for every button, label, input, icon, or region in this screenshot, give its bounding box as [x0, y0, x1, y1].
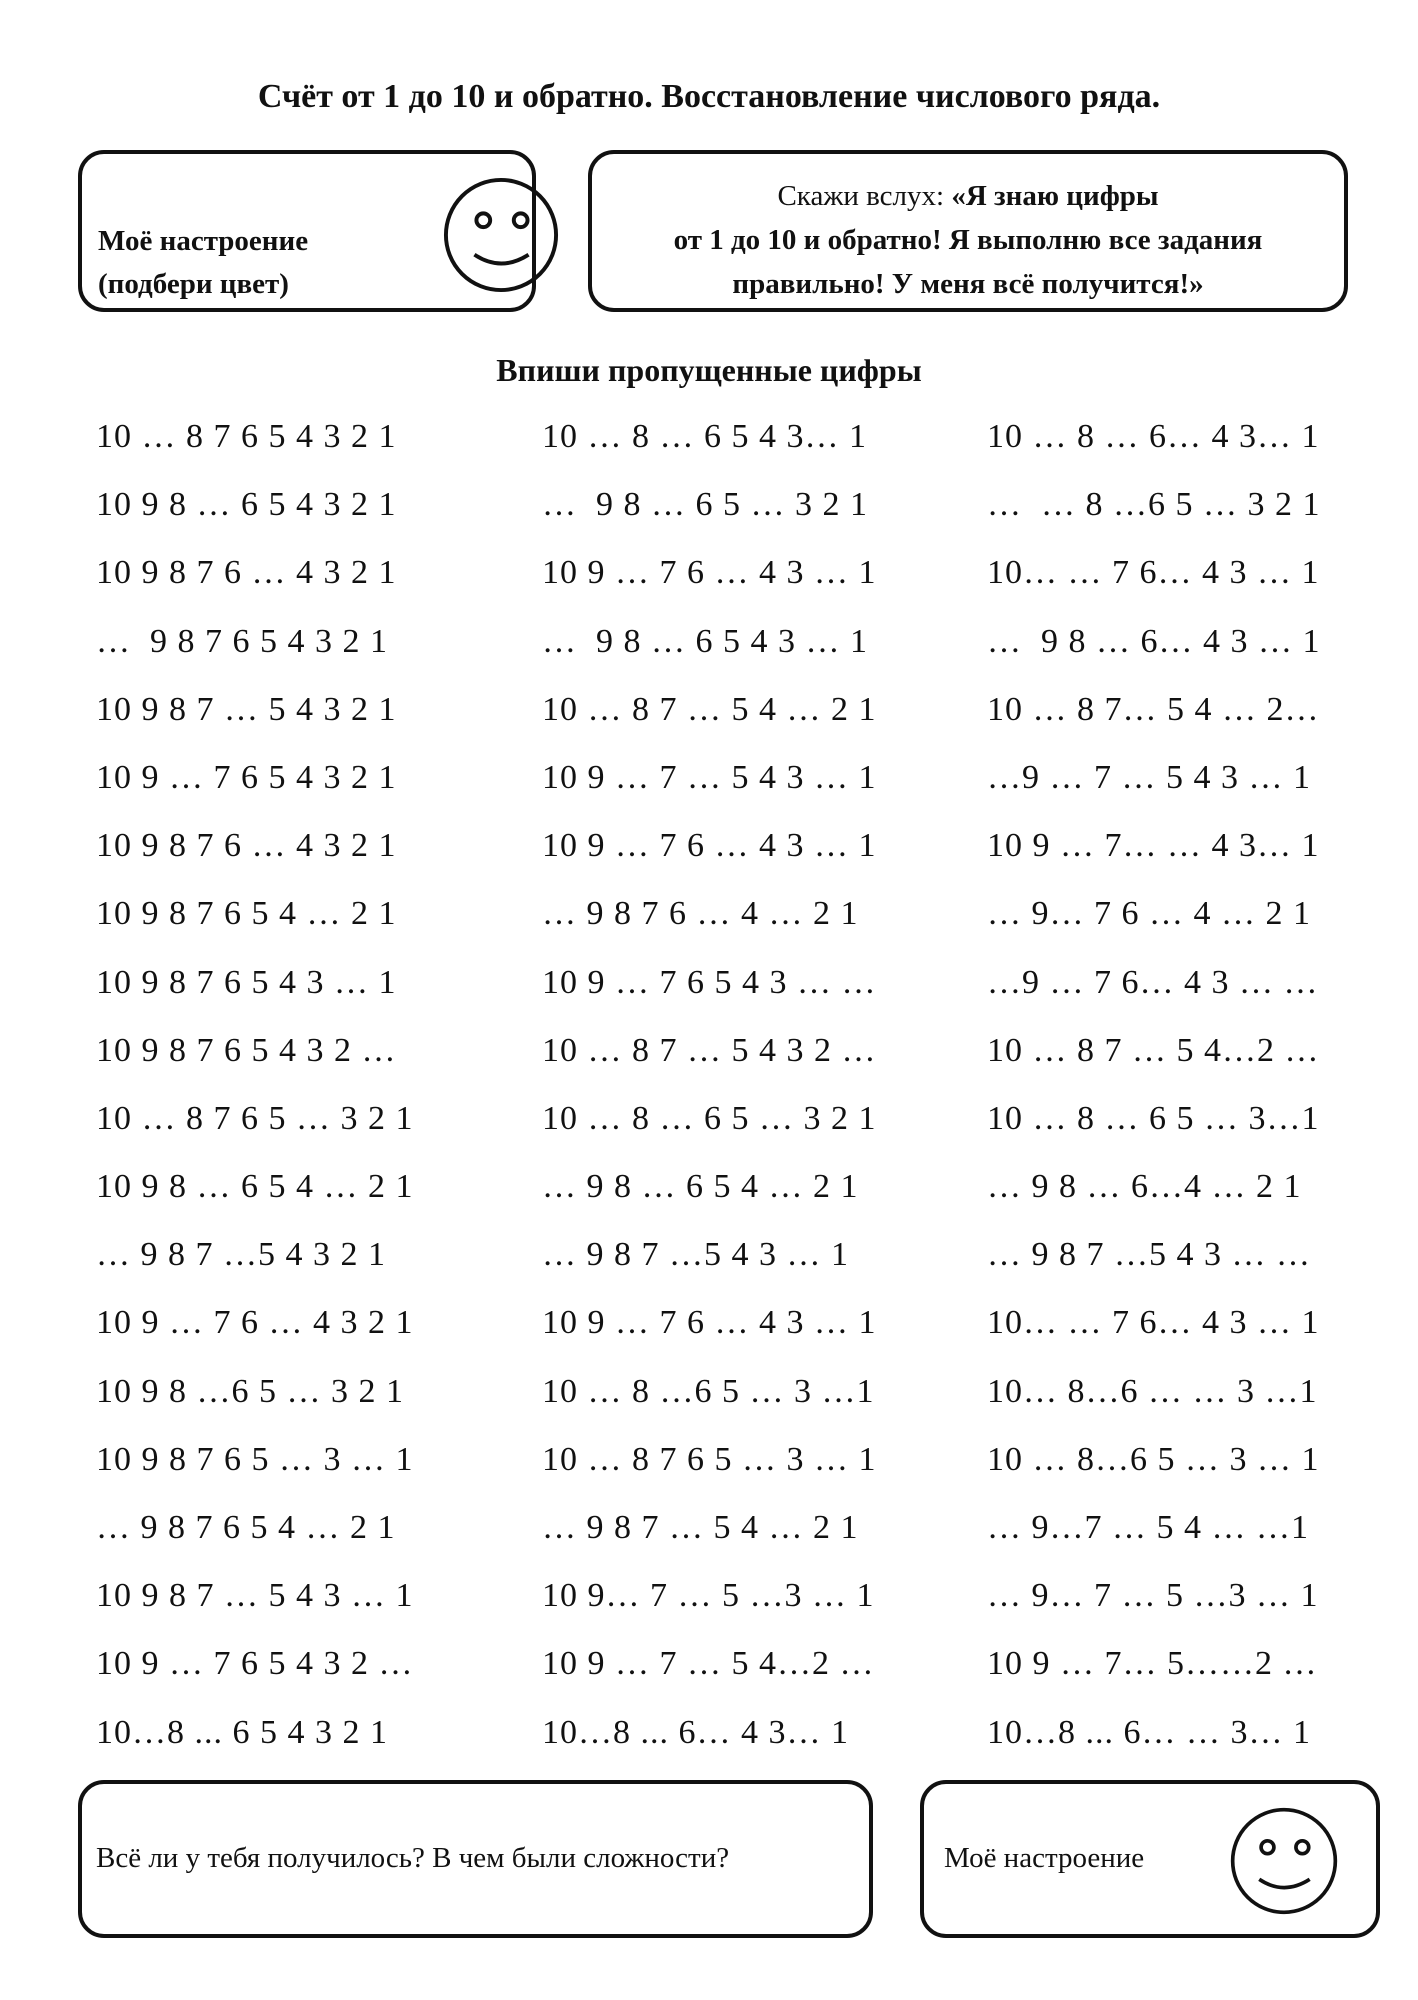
number-sequence[interactable]: 10 9 8 7 6 5 4 … 2 1 — [96, 895, 397, 933]
mood-label: Моё настроение — [98, 225, 309, 257]
number-sequence[interactable]: 10 … 8 7 6 5 4 3 2 1 — [96, 418, 397, 455]
number-sequence[interactable]: 10 … 8 … 6 5 … 3…1 — [987, 1099, 1320, 1137]
number-sequence[interactable]: 10… … 7 6… 4 3 … 1 — [987, 554, 1320, 592]
number-sequence[interactable]: … 9 8 7 6 5 4 3 2 1 — [96, 622, 388, 660]
number-sequence[interactable]: 10 9 8 …6 5 … 3 2 1 — [96, 1372, 404, 1410]
number-sequence[interactable]: … 9 8 7 6 5 4 … 2 1 — [96, 1509, 396, 1546]
number-sequence[interactable]: 10 … 8 … 6 5 … 3 2 1 — [542, 1099, 877, 1137]
exercise-row — [0, 1162, 1418, 1230]
number-sequence[interactable]: 10 9 … 7… … 4 3… 1 — [987, 827, 1320, 865]
affirmation-prefix: Скажи вслух: — [777, 180, 952, 212]
number-sequence[interactable]: 10 … 8 7 … 5 4 3 2 … — [542, 1031, 877, 1069]
number-sequence[interactable]: 10…8 ... 6… 4 3… 1 — [542, 1713, 849, 1751]
number-sequence[interactable]: 10…8 ... 6… … 3… 1 — [987, 1713, 1311, 1751]
smiley-face-icon — [442, 176, 560, 294]
number-sequence[interactable]: … 9 8 … 6…4 … 2 1 — [987, 1168, 1302, 1206]
number-sequence[interactable]: 10 9 8 7 6 … 4 3 2 1 — [96, 554, 397, 592]
affirmation-line1: «Я знаю цифры — [951, 180, 1159, 212]
exercise-row — [0, 1367, 1418, 1435]
mood-hint: (подбери цвет) — [98, 268, 289, 300]
number-sequence[interactable]: 10 … 8 … 6… 4 3… 1 — [987, 418, 1320, 455]
reflection-question: Всё ли у тебя получилось? В чем были сложности? — [96, 1842, 730, 1874]
number-sequence[interactable]: … 9… 7 6 … 4 … 2 1 — [987, 895, 1311, 933]
exercise-row — [0, 412, 1418, 480]
affirmation-box — [588, 150, 1348, 312]
number-sequence[interactable]: 10 … 8 7… 5 4 … 2… — [987, 690, 1320, 728]
number-sequence[interactable]: … 9 8 … 6 5 … 3 2 1 — [542, 486, 868, 524]
number-sequence[interactable]: 10 … 8 … 6 5 4 3… 1 — [542, 418, 867, 455]
affirmation-text — [592, 174, 1344, 306]
number-sequence[interactable]: 10 9 … 7 6 5 4 3 2 … — [96, 1645, 414, 1683]
number-sequence[interactable]: … … 8 …6 5 … 3 2 1 — [987, 486, 1321, 524]
number-sequence[interactable]: 10 … 8 7 … 5 4…2 … — [987, 1031, 1320, 1069]
number-sequence[interactable]: 10 9 8 … 6 5 4 … 2 1 — [96, 1168, 414, 1206]
number-sequence[interactable]: 10 … 8 7 … 5 4 … 2 1 — [542, 690, 877, 728]
number-sequence[interactable]: … 9 8 7 …5 4 3 2 1 — [96, 1236, 386, 1274]
smiley-face-icon — [1229, 1806, 1339, 1916]
number-sequence[interactable]: 10 9 … 7 6 … 4 3 2 1 — [96, 1304, 414, 1342]
number-sequence[interactable]: …9 … 7 … 5 4 3 … 1 — [987, 758, 1311, 796]
number-sequence[interactable]: 10 … 8 7 6 5 … 3 … 1 — [542, 1440, 877, 1478]
number-sequence[interactable]: 10 … 8 7 6 5 … 3 2 1 — [96, 1099, 414, 1137]
final-mood-box — [920, 1780, 1380, 1938]
exercise-row — [0, 1503, 1418, 1571]
number-sequence[interactable]: 10 9 … 7 6 … 4 3 … 1 — [542, 1304, 877, 1342]
exercise-row — [0, 1230, 1418, 1298]
number-sequence[interactable]: 10…8 ... 6 5 4 3 2 1 — [96, 1713, 388, 1751]
number-sequence[interactable]: … 9 8 7 …5 4 3 … … — [987, 1236, 1311, 1274]
exercise-row — [0, 617, 1418, 685]
number-sequence[interactable]: 10 9 … 7 6 … 4 3 … 1 — [542, 554, 877, 592]
exercise-row — [0, 889, 1418, 957]
affirmation-line2: от 1 до 10 и обратно! Я выполню все задания — [673, 224, 1263, 256]
number-sequence[interactable]: 10 9 8 7 6 5 4 3 … 1 — [96, 963, 397, 1001]
affirmation-line3: правильно! У меня всё получится!» — [732, 268, 1204, 300]
exercise-row — [0, 1435, 1418, 1503]
exercise-row — [0, 1708, 1418, 1776]
number-sequence[interactable]: 10 9 8 7 6 5 4 3 2 … — [96, 1031, 397, 1069]
final-mood-label: Моё настроение — [944, 1842, 1145, 1874]
number-sequence[interactable]: 10… … 7 6… 4 3 … 1 — [987, 1304, 1320, 1342]
exercise-grid — [0, 412, 1418, 1776]
number-sequence[interactable]: 10 9 … 7 6 5 4 3 2 1 — [96, 758, 397, 796]
exercise-row — [0, 1094, 1418, 1162]
number-sequence[interactable]: … 9 8 7 6 … 4 … 2 1 — [542, 895, 859, 933]
number-sequence[interactable]: … 9 8 … 6 5 4 3 … 1 — [542, 622, 868, 660]
number-sequence[interactable]: 10 9 … 7 6 5 4 3 … … — [542, 963, 877, 1001]
exercise-row — [0, 548, 1418, 616]
exercise-row — [0, 753, 1418, 821]
exercise-row — [0, 821, 1418, 889]
exercise-row — [0, 480, 1418, 548]
number-sequence[interactable]: 10 9 8 7 … 5 4 3 2 1 — [96, 690, 397, 728]
mood-box-text — [98, 220, 308, 306]
exercise-row — [0, 1639, 1418, 1707]
number-sequence[interactable]: 10 9… 7 … 5 …3 … 1 — [542, 1577, 875, 1615]
exercise-row — [0, 1298, 1418, 1366]
number-sequence[interactable]: 10 9 … 7… 5……2 … — [987, 1645, 1318, 1683]
exercise-row — [0, 958, 1418, 1026]
exercise-row — [0, 685, 1418, 753]
reflection-box — [78, 1780, 873, 1938]
task-instruction: Впиши пропущенные цифры — [496, 352, 922, 388]
number-sequence[interactable]: … 9 8 7 …5 4 3 … 1 — [542, 1236, 849, 1274]
number-sequence[interactable]: … 9…7 … 5 4 … …1 — [987, 1509, 1309, 1546]
mood-box — [78, 150, 536, 312]
number-sequence[interactable]: 10 9 8 7 … 5 4 3 … 1 — [96, 1577, 414, 1615]
number-sequence[interactable]: 10 … 8…6 5 … 3 … 1 — [987, 1440, 1320, 1478]
number-sequence[interactable]: … 9 8 … 6 5 4 … 2 1 — [542, 1168, 859, 1206]
number-sequence[interactable]: 10 9 … 7 … 5 4…2 … — [542, 1645, 875, 1683]
number-sequence[interactable]: 10 9 8 7 6 5 … 3 … 1 — [96, 1440, 414, 1478]
number-sequence[interactable]: 10 9 … 7 6 … 4 3 … 1 — [542, 827, 877, 865]
number-sequence[interactable]: 10… 8…6 … … 3 …1 — [987, 1372, 1318, 1410]
number-sequence[interactable]: 10 9 … 7 … 5 4 3 … 1 — [542, 758, 877, 796]
exercise-row — [0, 1026, 1418, 1094]
number-sequence[interactable]: 10 … 8 …6 5 … 3 …1 — [542, 1372, 875, 1410]
exercise-row — [0, 1571, 1418, 1639]
number-sequence[interactable]: 10 9 8 7 6 … 4 3 2 1 — [96, 827, 397, 865]
number-sequence[interactable]: … 9 8 7 … 5 4 … 2 1 — [542, 1509, 859, 1546]
number-sequence[interactable]: …9 … 7 6… 4 3 … … — [987, 963, 1319, 1001]
page-title: Счёт от 1 до 10 и обратно. Восстановление числового ряда. — [257, 78, 1161, 115]
number-sequence[interactable]: … 9 8 … 6… 4 3 … 1 — [987, 622, 1321, 660]
number-sequence[interactable]: 10 9 8 … 6 5 4 3 2 1 — [96, 486, 397, 524]
number-sequence[interactable]: … 9… 7 … 5 …3 … 1 — [987, 1577, 1319, 1615]
